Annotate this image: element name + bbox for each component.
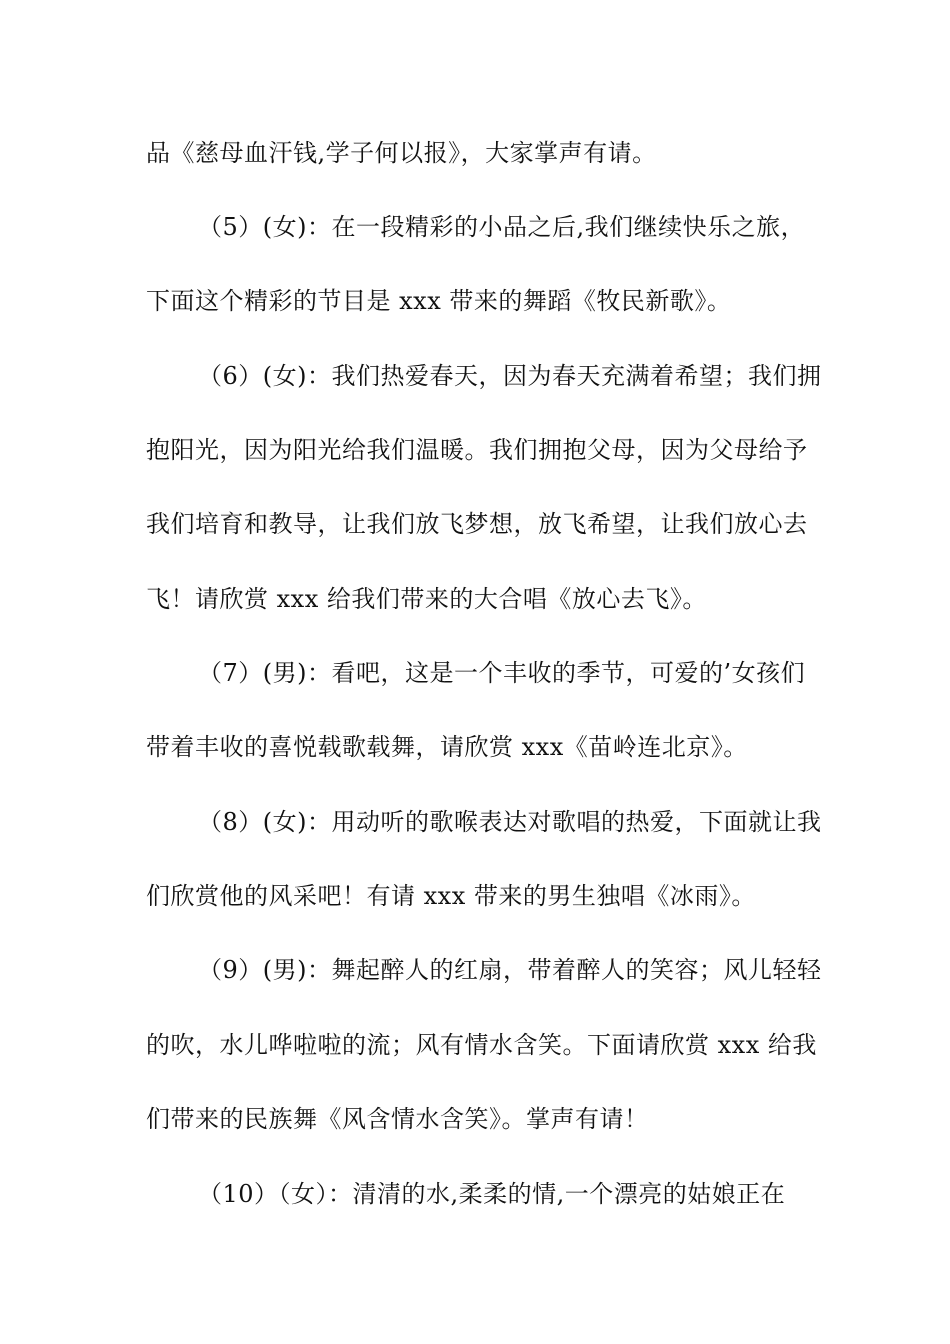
text-line: 下面这个精彩的节目是 xxx 带来的舞蹈《牧民新歌》。 [146, 287, 732, 315]
paragraph-9-start: （9）(男)：舞起醉人的红扇，带着醉人的笑容；风儿轻轻 [198, 956, 822, 984]
text-line: 们带来的民族舞《风含情水含笑》。掌声有请！ [146, 1105, 649, 1133]
text-line: 的吹，水儿哗啦啦的流；风有情水含笑。下面请欣赏 xxx 给我 [146, 1031, 817, 1059]
text-line: 带着丰收的喜悦载歌载舞，请欣赏 xxx《苗岭连北京》。 [146, 733, 748, 761]
text-line: 飞！请欣赏 xxx 给我们带来的大合唱《放心去飞》。 [146, 585, 707, 613]
paragraph-10-start: （10）（女）：清清的水,柔柔的情,一个漂亮的姑娘正在 [198, 1180, 786, 1208]
paragraph-5-start: （5）(女)：在一段精彩的小品之后,我们继续快乐之旅， [198, 213, 806, 241]
text-line: 品《慈母血汗钱,学子何以报》，大家掌声有请。 [146, 139, 657, 167]
paragraph-7-start: （7）(男)：看吧，这是一个丰收的季节，可爱的’女孩们 [198, 659, 806, 687]
paragraph-6-start: （6）(女)：我们热爱春天，因为春天充满着希望；我们拥 [198, 362, 822, 390]
text-line: 们欣赏他的风采吧！有请 xxx 带来的男生独唱《冰雨》。 [146, 882, 756, 910]
text-line: 我们培育和教导，让我们放飞梦想，放飞希望，让我们放心去 [146, 510, 808, 538]
text-line: 抱阳光，因为阳光给我们温暖。我们拥抱父母，因为父母给予 [146, 436, 808, 464]
paragraph-8-start: （8）(女)：用动听的歌喉表达对歌唱的热爱，下面就让我 [198, 808, 822, 836]
